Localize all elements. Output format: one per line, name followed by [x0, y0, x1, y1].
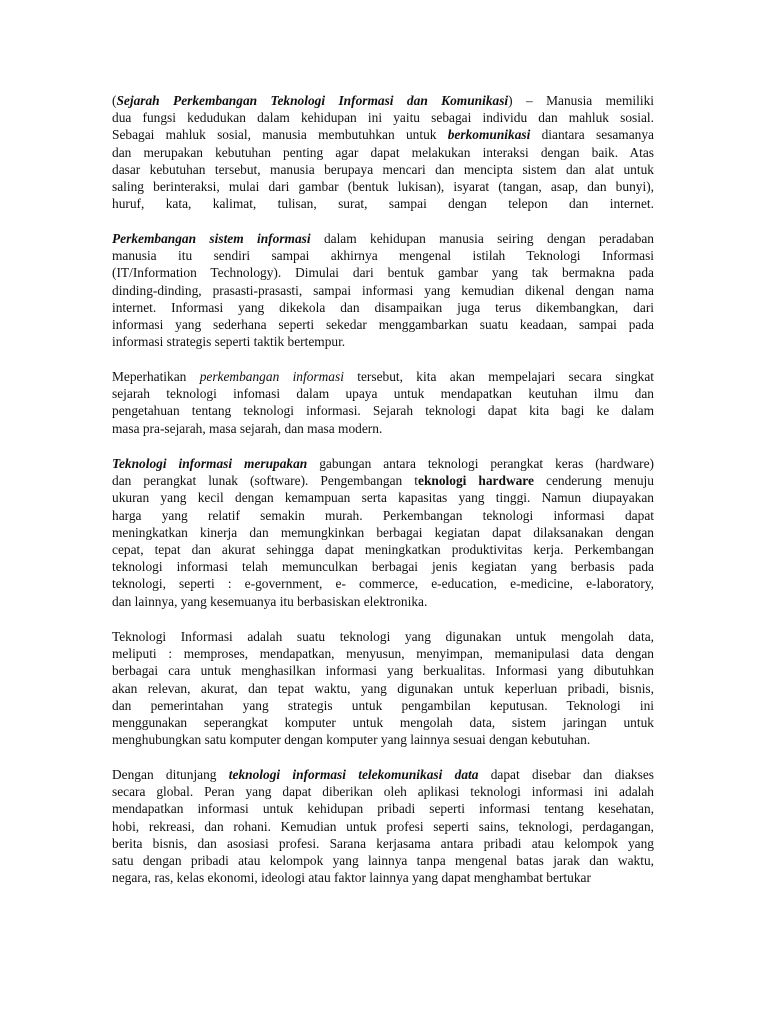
text-run: diantara sesamanya — [530, 127, 654, 143]
text-run: menggunakan seperangkat komputer untuk mengolah data, sistem jaringan untuk — [112, 715, 654, 731]
text-line — [112, 766, 654, 783]
text-line — [112, 195, 654, 212]
text-run: Teknologi Informasi adalah suatu teknologi yang digunakan untuk mengolah data, — [112, 629, 654, 644]
text-run: informasi strategis seperti taktik bertempur. — [112, 334, 346, 350]
paragraph-teknologi-informasi-merupakan — [112, 455, 654, 610]
text-run: hobi, rekreasi, dan rohani. Kemudian untuk profesi seperti sains, teknologi, perdagangan, — [112, 818, 654, 834]
text-run: dan merupakan kebutuhan penting agar dapat melakukan interaksi dengan baik. Atas — [112, 144, 654, 160]
text-line — [112, 385, 654, 402]
text-line — [112, 783, 654, 800]
text-line — [112, 593, 654, 610]
text-run: negara, ras, kelas ekonomi, ideologi atau faktor lainnya yang dapat menghambat bertukar — [112, 870, 591, 886]
text-line — [112, 541, 654, 558]
text-run: saling berinteraksi, mulai dari gambar (bentuk lukisan), isyarat (tangan, asap, dan bunyi), — [112, 179, 654, 195]
text-line — [112, 575, 654, 592]
text-run: cepat, tepat dan akurat sehingga dapat meningkatkan produktivitas kerja. Perkembangan — [112, 542, 654, 558]
text-run: cenderung menuju — [533, 473, 654, 489]
emphasis-text: teknologi informasi telekomunikasi data — [228, 767, 479, 782]
text-line — [112, 333, 654, 350]
text-line — [112, 869, 654, 886]
text-run: meningkatkan kinerja dan memungkinkan berbagai kegiatan dapat dilaksanakan dengan — [112, 524, 654, 540]
emphasis-text: Sejarah Perkembangan Teknologi Informasi dan Komunikasi — [116, 93, 509, 108]
text-line — [112, 472, 654, 489]
text-line — [112, 680, 654, 697]
text-line — [112, 835, 654, 852]
text-line — [112, 628, 654, 645]
paragraph-dengan-ditunjang — [112, 766, 654, 886]
text-run: mendapatkan informasi untuk kehidupan pribadi seperti informasi tentang kesehatan, — [112, 801, 654, 817]
paragraph-sejarah — [112, 92, 654, 212]
text-line — [112, 420, 654, 437]
emphasis-text: perkembangan informasi — [199, 369, 344, 384]
text-run: teknologi, seperti : e-government, e- commerce, e-education, e-medicine, e-laboratory, — [112, 576, 654, 592]
text-line — [112, 645, 654, 662]
text-run: Dengan ditunjang — [112, 767, 229, 782]
text-run: internet. Informasi yang dikekola dan disampaikan juga terus dikembangkan, dari — [112, 299, 654, 315]
text-line — [112, 126, 654, 143]
text-line — [112, 247, 654, 264]
text-run: secara global. Peran yang dapat diberikan oleh aplikasi teknologi informasi ini adalah — [112, 784, 654, 800]
text-line — [112, 818, 654, 835]
text-run: dan pemerintahan yang strategis untuk pengambilan keputusan. Teknologi ini — [112, 697, 654, 713]
text-line — [112, 161, 654, 178]
text-run: (IT/Information Technology). Dimulai dari bentuk gambar yang tak bermakna pada — [112, 265, 654, 281]
text-line — [112, 524, 654, 541]
text-run: manusia itu sendiri sampai akhirnya mengenal istilah Teknologi Informasi — [112, 248, 654, 264]
text-line — [112, 264, 654, 281]
text-line — [112, 299, 654, 316]
text-line — [112, 507, 654, 524]
text-run: ( — [112, 93, 117, 108]
text-run: akan relevan, akurat, dan tepat waktu, yang digunakan untuk keperluan pribadi, bisnis, — [112, 680, 654, 696]
text-run: ) – Manusia memiliki — [508, 93, 654, 108]
text-run: dan lainnya, yang kesemuanya itu berbasiskan elektronika. — [112, 593, 428, 609]
text-run: sejarah teknologi infomasi dalam upaya untuk mendapatkan keutuhan ilmu dan — [112, 386, 654, 402]
text-run: teknologi informasi telah memunculkan berbagai jenis kegiatan yang berbasis pada — [112, 559, 654, 575]
text-line — [112, 489, 654, 506]
paragraph-teknologi-informasi-adalah — [112, 628, 654, 748]
emphasis-text: eknologi hardware — [418, 473, 534, 489]
text-run: gabungan antara teknologi perangkat keras (hardware) — [307, 456, 654, 471]
text-run: tersebut, kita akan mempelajari secara singkat — [343, 369, 654, 384]
text-line — [112, 800, 654, 817]
emphasis-text: Teknologi informasi merupakan — [112, 456, 308, 471]
text-run: pengetahuan tentang teknologi informasi. Sejarah teknologi dapat kita bagi ke dalam — [112, 403, 654, 419]
text-run: meliputi : memproses, mendapatkan, menyusun, menyimpan, memanipulasi data dengan — [112, 646, 654, 662]
paragraph-meperhatikan — [112, 368, 654, 437]
text-run: Meperhatikan — [112, 369, 200, 384]
text-line — [112, 455, 654, 472]
text-run: dinding-dinding, prasasti-prasasti, sampai informasi yang kemudian dikenal dengan nama — [112, 282, 654, 298]
text-line — [112, 714, 654, 731]
text-line — [112, 109, 654, 126]
text-line — [112, 230, 654, 247]
paragraph-perkembangan-sistem — [112, 230, 654, 350]
emphasis-text: berkomunikasi — [447, 127, 531, 143]
text-run: satu dengan pribadi atau kelompok yang lainnya tanpa mengenal batas jarak dan waktu, — [112, 853, 654, 869]
text-line — [112, 316, 654, 333]
text-line — [112, 178, 654, 195]
text-run: berbagai cara untuk menghasilkan informasi yang berkualitas. Informasi yang dibutuhkan — [112, 663, 654, 679]
text-line — [112, 558, 654, 575]
text-line — [112, 144, 654, 161]
text-line — [112, 662, 654, 679]
text-line — [112, 92, 654, 109]
emphasis-text: Perkembangan sistem informasi — [112, 231, 311, 246]
text-run: harga yang relatif semakin murah. Perkembangan teknologi informasi dapat — [112, 507, 654, 523]
text-line — [112, 852, 654, 869]
text-run: ukuran yang kecil dengan kemampuan serta kapasitas yang tinggi. Namun diupayakan — [112, 490, 654, 506]
text-run: Sebagai mahluk sosial, manusia membutuhkan untuk — [112, 127, 448, 143]
text-run: menghubungkan satu komputer dengan komputer yang lainnya sesuai dengan kebutuhan. — [112, 732, 591, 748]
text-run: dasar kebutuhan tersebut, manusia berupaya mencari dan mencipta sistem dan alat untuk — [112, 161, 654, 177]
text-line — [112, 282, 654, 299]
text-line — [112, 402, 654, 419]
text-run: dua fungsi kedudukan dalam kehidupan ini yaitu sebagai individu dan mahluk sosial. — [112, 110, 654, 126]
text-run: dalam kehidupan manusia seiring dengan peradaban — [310, 231, 654, 246]
text-run: dan perangkat lunak (software). Pengembangan t — [112, 473, 418, 489]
text-run: masa pra-sejarah, masa sejarah, dan masa modern. — [112, 420, 383, 436]
text-run: informasi yang sederhana seperti sekedar menggambarkan suatu keadaan, sampai pada — [112, 317, 654, 333]
text-run: huruf, kata, kalimat, tulisan, surat, sampai dengan telepon dan internet. — [112, 196, 654, 212]
text-run: berita bisnis, dan asosiasi profesi. Sarana kerjasama antara pribadi atau kelompok yang — [112, 835, 654, 851]
text-line — [112, 731, 654, 748]
text-line — [112, 697, 654, 714]
text-run: dapat disebar dan diakses — [478, 767, 654, 782]
text-line — [112, 368, 654, 385]
